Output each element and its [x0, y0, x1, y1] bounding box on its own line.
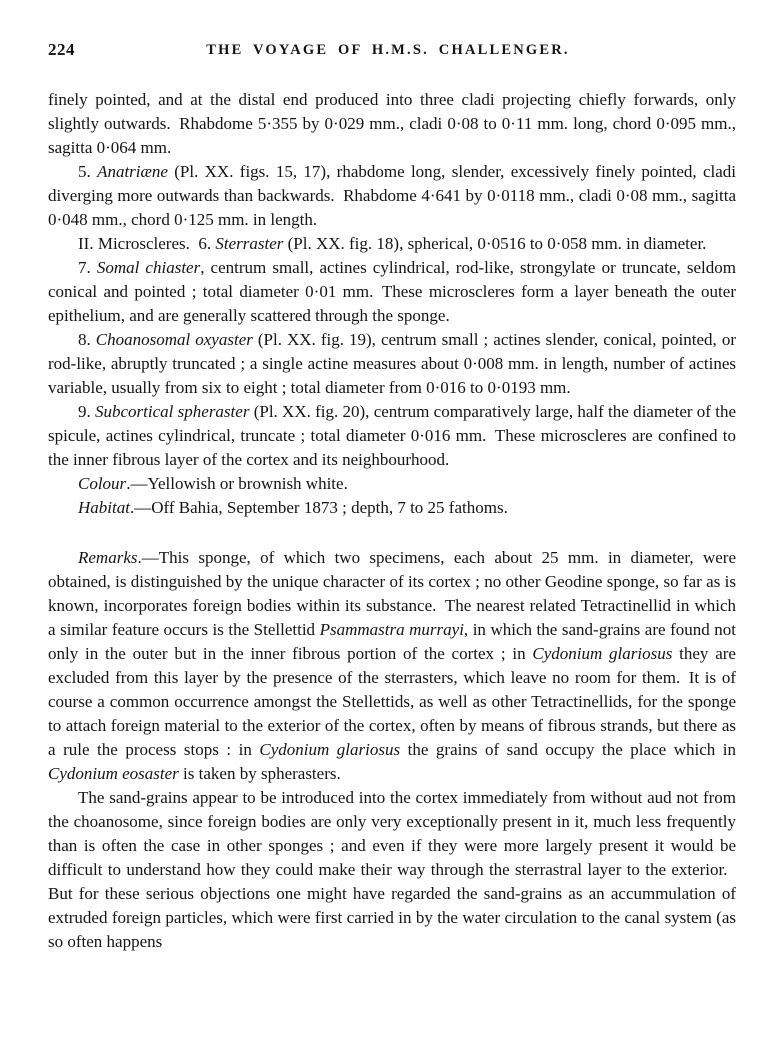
text-run: finely pointed, and at the distal end produced into three cladi projecting chiefly forwards, only slightly outwards. Rhabdome 5·355 by 0·029 mm., cladi 0·08 to 0·11 mm. long, chord 0·095 mm., sagitta 0·064 mm.: [48, 90, 736, 157]
paragraph-7: [48, 472, 736, 496]
text-run: (Pl. XX. fig. 19), centrum small ; actines slender, conical, pointed, or rod-like, abruptly truncated ; a single actine measures about 0·008 mm. in length, number of actines variable, usually from six to eight ; total diameter from 0·016 to 0·0193 mm.: [48, 330, 736, 397]
paragraph-6: [48, 400, 736, 472]
text-run: II. Microscleres. 6.: [78, 234, 216, 253]
text-run: they are excluded from this layer by the presence of the sterrasters, which leave no room for them. It is of course a common occurrence amongst the Stellettids, as well as other Tetractinellids, for the sponge to attach foreign material to the exterior of the cortex, often by means of fibrous strands, but there as a rule the process stops : in: [48, 644, 736, 759]
text-run: .—Off Bahia, September 1873 ; depth, 7 to 25 fathoms.: [129, 498, 508, 517]
text-run: , in which the sand-grains are found not only in the outer but in the inner fibrous portion of the cortex ; in: [48, 620, 736, 663]
text-run-italic: Somal chiaster: [96, 258, 201, 277]
paragraph-1: [48, 88, 736, 160]
paragraph-5: [48, 328, 736, 400]
text-run: (Pl. XX. figs. 15, 17), rhabdome long, slender, excessively finely pointed, cladi diverging more outwards than backwards. Rhabdome 4·641 by 0·0118 mm., cladi 0·08 mm., sagitta 0·048 mm., chord 0·125 mm. in length.: [48, 162, 737, 229]
text-run: .—Yellowish or brownish white.: [126, 474, 348, 493]
text-run: (Pl. XX. fig. 20), centrum comparatively large, half the diameter of the spicule, actines cylindrical, truncate ; total diameter 0·016 mm. These microscleres are confined to the inner fibrous layer of the cortex and its neighbourhood.: [48, 402, 736, 469]
paragraph-10: [48, 786, 736, 954]
text-run: 5.: [78, 162, 98, 181]
page-number: 224: [48, 40, 75, 59]
text-run-italic: Colour: [78, 474, 127, 493]
text-run: , centrum small, actines cylindrical, rod-like, strongylate or truncate, seldom conical and pointed ; total diameter 0·01 mm. These microscleres form a layer beneath the outer epithelium, and are generally scattered through the sponge.: [48, 258, 737, 325]
text-run: 8.: [78, 330, 96, 349]
paragraph-3: [48, 232, 736, 256]
text-run-italic: Cydonium glariosus: [259, 740, 401, 759]
paragraph-8: [48, 496, 736, 520]
text-run: is taken by spherasters.: [178, 764, 341, 783]
text-run-italic: Cydonium eosaster: [48, 764, 179, 783]
text-run-italic: Choanosomal oxyaster: [95, 330, 253, 349]
page-body: [48, 88, 736, 954]
text-run-italic: Habitat: [78, 498, 130, 517]
text-run: 9.: [78, 402, 96, 421]
text-run-italic: Sterraster: [215, 234, 284, 253]
paragraph-9: [48, 546, 736, 786]
text-run: the grains of sand occupy the place which in: [400, 740, 736, 759]
text-run-italic: Cydonium glariosus: [532, 644, 673, 663]
paragraph-4: [48, 256, 736, 328]
text-run: .—This sponge, of which two specimens, each about 25 mm. in diameter, were obtained, is distinguished by the unique character of its cortex ; no other Geodine sponge, so far as is known, incorporates foreign bodies within its substance. The nearest related Tetractinellid in which a similar feature occurs is the Stellettid: [48, 548, 736, 639]
paragraph-2: [48, 160, 736, 232]
text-run-italic: Subcortical spheraster: [95, 402, 250, 421]
text-run-italic: Psammastra murrayi: [319, 620, 464, 639]
text-run: (Pl. XX. fig. 18), spherical, 0·0516 to 0·058 mm. in diameter.: [283, 234, 707, 253]
text-run-italic: Anatriæne: [97, 162, 168, 181]
page-header: [48, 40, 736, 64]
text-run-italic: Remarks: [78, 548, 138, 567]
running-title: THE VOYAGE OF H.M.S. CHALLENGER.: [206, 42, 570, 58]
text-run: 7.: [78, 258, 97, 277]
text-run: The sand-grains appear to be introduced into the cortex immediately from without aud not from the choanosome, since foreign bodies are only very exceptionally present in it, much less frequently than is often the case in other sponges ; and even if they were more largely present it would be difficult to understand how they could make their way through the sterrastral layer to the exterior. But for these serious objections one might have regarded the sand-grains as an accummulation of extruded foreign particles, which were first carried in by the water circulation to the canal system (as so often happens: [48, 788, 736, 951]
